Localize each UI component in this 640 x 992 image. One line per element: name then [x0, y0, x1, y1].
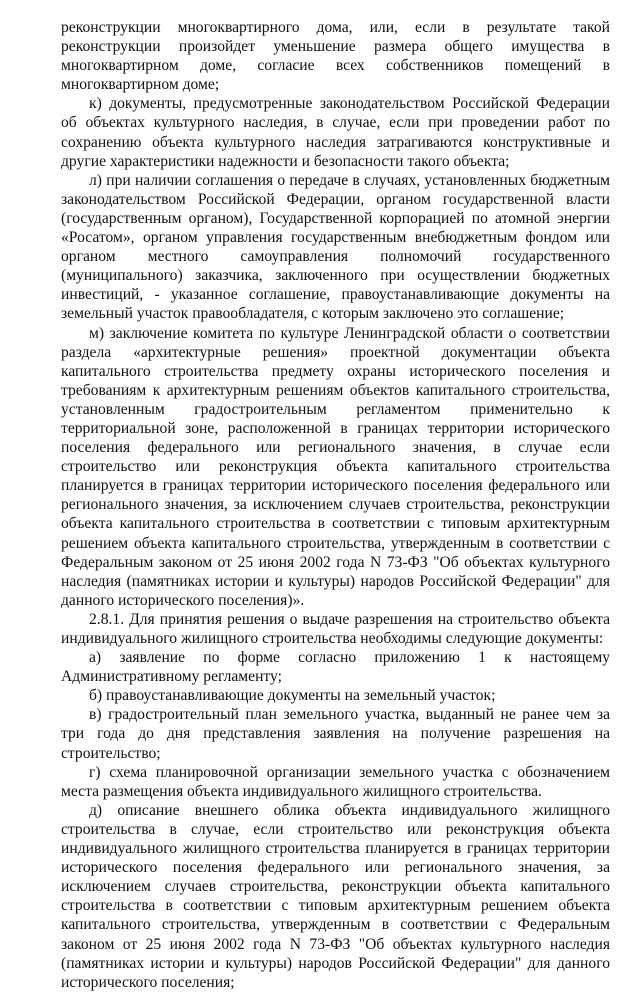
- paragraph-intro-continuation: реконструкции многоквартирного дома, или, если в результате такой реконструкции произойдет уменьшение размера общего имущества в многоквартирном доме, согласие всех собственников помещений в многоквартирном доме;: [61, 19, 610, 94]
- paragraph-item-g: г) схема планировочной организации земельного участка с обозначением места размещения объекта индивидуального жилищного строительства.: [61, 763, 610, 800]
- paragraph-item-m: м) заключение комитета по культуре Ленинградской области о соответствии раздела «архитектурные решения» проектной документации объекта капитального строительства предмету охраны исторического поселения и требованиям к архитектурным решениям объектов капитального строительства, установленным градостроительным регламентом применительно к территориальной зоне, расположенной в границах территории исторического поселения федерального или регионального значения, в случае если строительство или реконструкция объекта капитального строительства планируется в границах территории исторического поселения федерального или регионального значения, за исключением случаев строительства, реконструкции объекта капитального строительства в соответствии с типовым архитектурным решением объекта капитального строительства, утвержденным в соответствии с Федеральным законом от 25 июня 2002 года N 73-ФЗ "Об объектах культурного наследия (памятниках истории и культуры) народов Российской Федерации" для данного исторического поселения)».: [61, 324, 610, 609]
- paragraph-item-k: к) документы, предусмотренные законодательством Российской Федерации об объектах культурного наследия, в случае, если при проведении работ по сохранению объекта культурного наследия затрагиваются конструктивные и другие характеристики надежности и безопасности такого объекта;: [61, 95, 610, 170]
- paragraph-item-l: л) при наличии соглашения о передаче в случаях, установленных бюджетным законодательством Российской Федерации, органом государственной власти (государственным органом), Государственной корпорацией по атомной энергии «Росатом», органом управления государственным внебюджетным фондом или органом местного самоуправления полномочий государственного (муниципального) заказчика, заключенного при осуществлении бюджетных инвестиций, - указанное соглашение, правоустанавливающие документы на земельный участок правообладателя, с которым заключено это соглашение;: [61, 171, 610, 323]
- document-page: [61, 18, 610, 992]
- paragraph-item-b: б) правоустанавливающие документы на земельный участок;: [89, 687, 496, 705]
- paragraph-item-d: д) описание внешнего облика объекта индивидуального жилищного строительства в случае, если строительство или реконструкция объекта индивидуального жилищного строительства планируется в границах территории исторического поселения федерального или регионального значения, за исключением случаев строительства, реконструкции объекта капитального строительства в соответствии с типовым архитектурным решением объекта капитального строительства, утвержденным в соответствии с Федеральным законом от 25 июня 2002 года N 73-ФЗ "Об объектах культурного наследия (памятниках истории и культуры) народов Российской Федерации" для данного исторического поселения;: [61, 801, 610, 991]
- paragraph-item-a: а) заявление по форме согласно приложению 1 к настоящему Административному регламенту;: [61, 649, 610, 686]
- paragraph-section-2-8-1: 2.8.1. Для принятия решения о выдаче разрешения на строительство объекта индивидуального жилищного строительства необходимы следующие документы:: [61, 610, 610, 647]
- paragraph-item-v: в) градостроительный план земельного участка, выданный не ранее чем за три года до дня представления заявления на получение разрешения на строительство;: [61, 706, 610, 762]
